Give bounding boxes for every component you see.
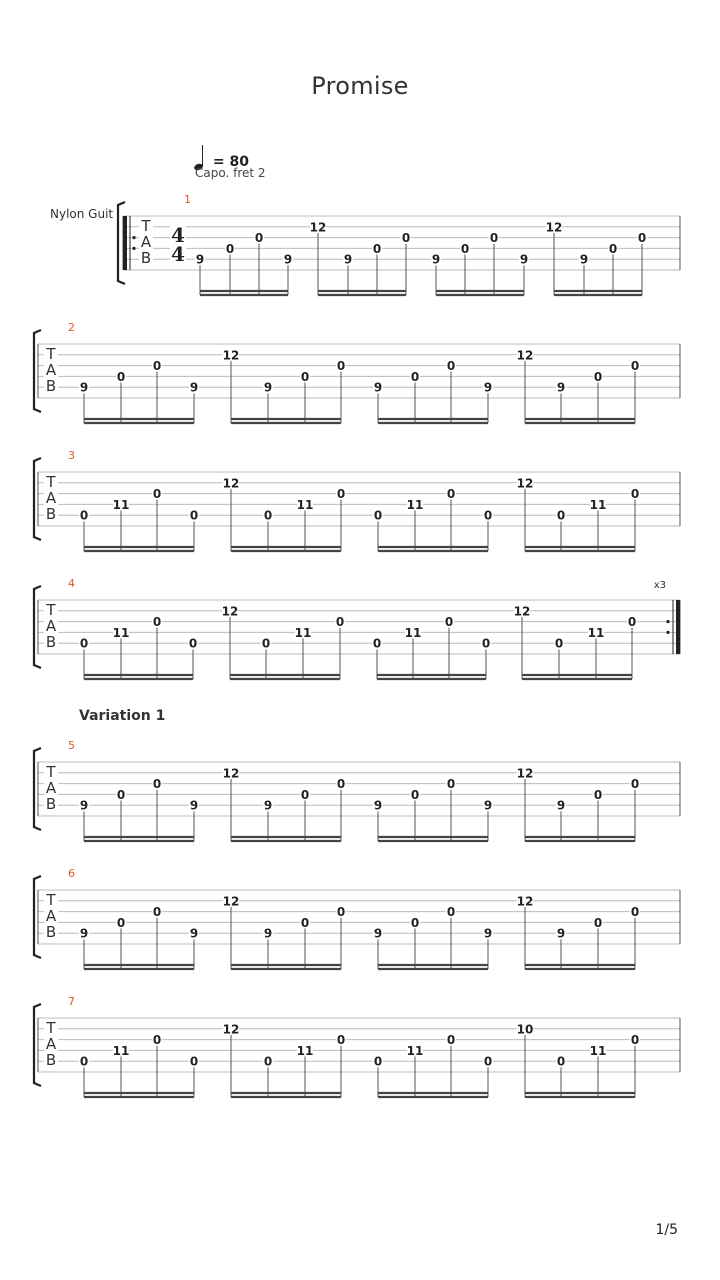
fret-number: 0 [336,777,346,792]
fret-number: 11 [112,1043,130,1058]
fret-number: 0 [152,487,162,502]
tab-system-6 [34,867,680,969]
fret-number: 12 [513,604,531,619]
fret-number: 0 [556,1054,566,1069]
fret-number: 0 [593,787,603,802]
fret-number: 0 [189,508,199,523]
tab-clef-letter: A [45,779,57,797]
fret-number: 0 [630,777,640,792]
measure-number: 4 [68,577,75,590]
fret-number: 0 [116,915,126,930]
section-label: Variation 1 [79,708,166,724]
measure-number: 2 [68,321,75,334]
fret-number: 11 [404,625,422,640]
tab-clef-letter: B [45,505,57,523]
fret-number: 11 [589,497,607,512]
fret-number: 9 [519,252,529,267]
fret-number: 0 [336,905,346,920]
fret-number: 9 [373,380,383,395]
fret-number: 0 [630,359,640,374]
fret-number: 0 [556,508,566,523]
fret-number: 0 [300,369,310,384]
fret-number: 0 [410,787,420,802]
tab-clef-letter: B [45,1051,57,1069]
fret-number: 0 [152,777,162,792]
fret-number: 0 [372,241,382,256]
fret-number: 9 [263,798,273,813]
fret-number: 11 [589,1043,607,1058]
tab-clef-letter: A [45,907,57,925]
fret-number: 9 [189,926,199,941]
tab-system-7 [34,995,680,1097]
tab-clef-letter: B [45,923,57,941]
fret-number: 0 [116,369,126,384]
fret-number: 12 [221,604,239,619]
repeat-end-thick-bar [676,600,680,654]
fret-number: 0 [630,1033,640,1048]
fret-number: 12 [222,766,240,781]
fret-number: 0 [336,487,346,502]
tab-clef-letter: T [46,763,56,781]
fret-number: 11 [406,1043,424,1058]
fret-number: 0 [483,508,493,523]
fret-number: 0 [444,615,454,630]
measure-number: 3 [68,449,75,462]
tab-system-4 [34,577,680,679]
repeat-start-thick-bar [123,216,127,270]
tempo-value: = 80 [212,154,249,170]
tab-clef-letter: T [46,345,56,363]
tab-clef-letter: B [45,377,57,395]
fret-number: 9 [556,926,566,941]
repeat-dot [666,631,669,634]
fret-number: 0 [152,359,162,374]
fret-number: 0 [263,1054,273,1069]
page-number: 1/5 [655,1222,678,1238]
tab-clef-letter: A [45,1035,57,1053]
fret-number: 0 [152,615,162,630]
fret-number: 9 [343,252,353,267]
tab-clef-letter: B [140,249,152,267]
fret-number: 0 [627,615,637,630]
fret-number: 12 [545,220,563,235]
fret-number: 9 [195,252,205,267]
fret-number: 0 [554,636,564,651]
fret-number: 0 [630,905,640,920]
fret-number: 0 [483,1054,493,1069]
fret-number: 0 [460,241,470,256]
measure-number: 5 [68,739,75,752]
fret-number: 0 [373,1054,383,1069]
fret-number: 0 [254,231,264,246]
score-title: Promise [311,72,409,100]
fret-number: 12 [516,894,534,909]
fret-number: 0 [116,787,126,802]
tab-clef-letter: T [46,601,56,619]
time-signature-top: 4 [171,223,185,247]
fret-number: 9 [556,380,566,395]
fret-number: 0 [446,359,456,374]
measure-number: 7 [68,995,75,1008]
fret-number: 12 [222,476,240,491]
fret-number: 0 [637,231,647,246]
fret-number: 0 [336,1033,346,1048]
fret-number: 0 [79,1054,89,1069]
tab-clef-letter: B [45,795,57,813]
tab-clef-letter: A [140,233,152,251]
tab-clef-letter: A [45,617,57,635]
tab-clef-letter: B [45,633,57,651]
fret-number: 11 [294,625,312,640]
fret-number: 0 [79,508,89,523]
repeat-count: x3 [653,580,666,591]
fret-number: 9 [79,926,89,941]
repeat-dot [666,620,669,623]
fret-number: 0 [79,636,89,651]
instrument-name: Nylon Guit [50,207,114,221]
fret-number: 0 [401,231,411,246]
tab-system-3 [34,449,680,551]
fret-number: 0 [263,508,273,523]
measure-number: 6 [68,867,75,880]
fret-number: 11 [296,497,314,512]
fret-number: 9 [79,798,89,813]
tab-clef-letter: T [141,217,151,235]
fret-number: 0 [152,905,162,920]
fret-number: 0 [188,636,198,651]
fret-number: 0 [593,915,603,930]
fret-number: 11 [112,497,130,512]
fret-number: 12 [222,348,240,363]
fret-number: 9 [373,798,383,813]
fret-number: 0 [410,915,420,930]
fret-number: 0 [630,487,640,502]
fret-number: 9 [189,380,199,395]
tab-system-5 [34,739,680,841]
fret-number: 12 [222,894,240,909]
fret-number: 0 [446,777,456,792]
fret-number: 0 [446,1033,456,1048]
fret-number: 11 [406,497,424,512]
capo-indication: Capo. fret 2 [195,166,266,180]
fret-number: 9 [373,926,383,941]
measure-number: 1 [184,193,191,206]
fret-number: 9 [579,252,589,267]
tab-clef-letter: T [46,891,56,909]
fret-number: 12 [516,476,534,491]
fret-number: 0 [489,231,499,246]
fret-number: 11 [587,625,605,640]
time-signature-bottom: 4 [171,242,185,266]
tab-system-1 [118,193,680,295]
fret-number: 9 [556,798,566,813]
fret-number: 9 [79,380,89,395]
fret-number: 12 [516,348,534,363]
tab-clef-letter: T [46,1019,56,1037]
tab-clef-letter: A [45,489,57,507]
fret-number: 9 [189,798,199,813]
fret-number: 12 [309,220,327,235]
fret-number: 0 [446,487,456,502]
fret-number: 12 [516,766,534,781]
repeat-dot [132,247,135,250]
fret-number: 9 [283,252,293,267]
fret-number: 0 [300,787,310,802]
fret-number: 9 [483,926,493,941]
fret-number: 0 [593,369,603,384]
fret-number: 0 [373,508,383,523]
fret-number: 0 [410,369,420,384]
fret-number: 0 [189,1054,199,1069]
fret-number: 0 [261,636,271,651]
tab-clef-letter: T [46,473,56,491]
tab-system-2 [34,321,680,423]
fret-number: 10 [516,1022,534,1037]
fret-number: 0 [446,905,456,920]
fret-number: 0 [152,1033,162,1048]
fret-number: 12 [222,1022,240,1037]
fret-number: 0 [335,615,345,630]
fret-number: 0 [481,636,491,651]
fret-number: 11 [112,625,130,640]
fret-number: 0 [372,636,382,651]
fret-number: 0 [336,359,346,374]
fret-number: 0 [300,915,310,930]
fret-number: 11 [296,1043,314,1058]
fret-number: 0 [225,241,235,256]
fret-number: 9 [263,926,273,941]
tab-clef-letter: A [45,361,57,379]
repeat-dot [132,236,135,239]
fret-number: 9 [263,380,273,395]
fret-number: 9 [483,798,493,813]
fret-number: 0 [608,241,618,256]
fret-number: 9 [483,380,493,395]
fret-number: 9 [431,252,441,267]
